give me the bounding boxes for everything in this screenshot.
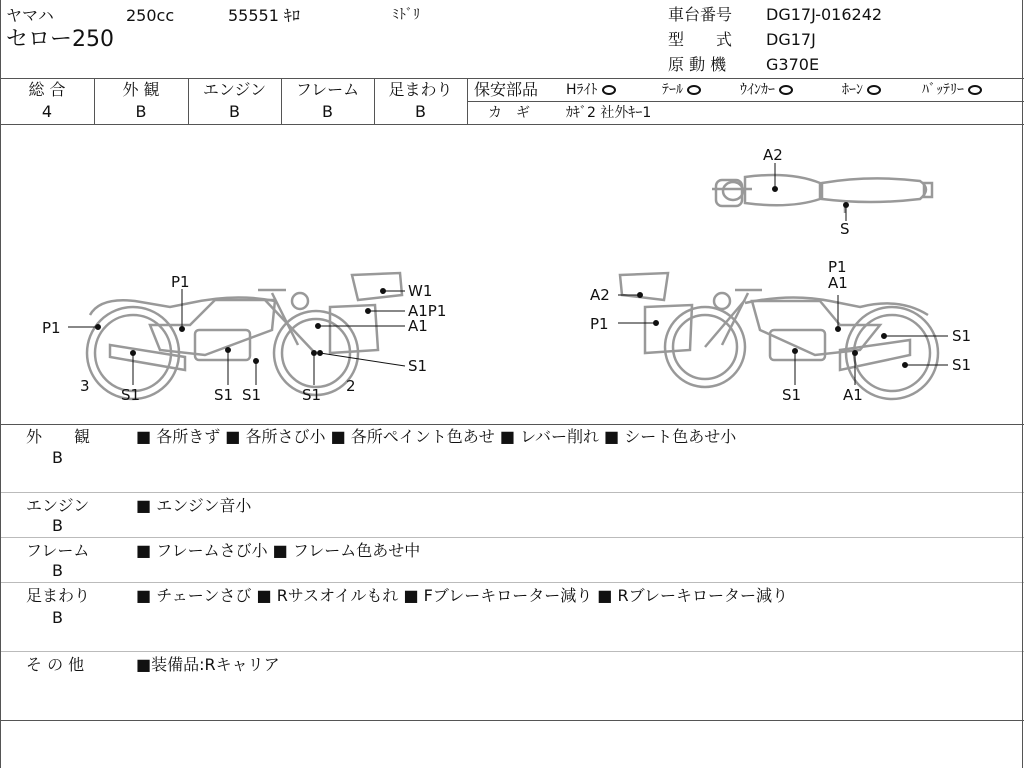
safety-item-tail: ﾃｰﾙ: [662, 81, 701, 99]
note-exterior-label: 外 観: [26, 427, 91, 446]
suspension-grade: B: [415, 102, 426, 121]
note-frame-label: フレーム: [26, 541, 90, 560]
safety-item-horn: ﾎｰﾝ: [842, 81, 881, 99]
label-left-s1-a: S1: [121, 386, 141, 404]
damage-diagram: [0, 125, 1022, 423]
label-left-w1: W1: [408, 282, 433, 300]
exterior-label: 外 観: [122, 80, 160, 99]
ok-mark-icon: [602, 85, 616, 95]
note-suspension-text: ■ チェーンさび ■ Rサスオイルもれ ■ Fブレーキローター減り ■ Rブレーキローター減り: [136, 586, 788, 605]
safety-item-battery: ﾊﾞｯﾃﾘｰ: [922, 81, 982, 99]
ok-mark-icon: [867, 85, 881, 95]
label-left-s1-b: S1: [214, 386, 234, 404]
overall-grade: 4: [41, 102, 53, 121]
label-left-s1-d: S1: [302, 386, 322, 404]
note-other-label: そ の 他: [26, 655, 85, 674]
color: ﾐﾄﾞﾘ: [392, 7, 420, 23]
note-exterior-text: ■ 各所きず ■ 各所さび小 ■ 各所ペイント色あせ ■ レバー削れ ■ シート色あせ小: [136, 427, 737, 446]
engine-grade: B: [229, 102, 240, 121]
key-value: ｶｷﾞ2 社外ｷｰ1: [566, 105, 652, 121]
note-frame-grade: B: [52, 561, 63, 580]
type-label: 型 式: [668, 30, 733, 49]
ok-mark-icon: [687, 85, 701, 95]
note-engine-grade: B: [52, 516, 63, 535]
damage-labels: [42, 146, 971, 404]
safety-item-winker: ｳｲﾝｶｰ: [740, 81, 793, 99]
label-right-s1-c: S1: [782, 386, 802, 404]
note-engine-label: エンジン: [26, 496, 90, 515]
note-exterior-grade: B: [52, 448, 63, 467]
safety-label: 保安部品: [474, 80, 539, 99]
label-top-a2: A2: [763, 146, 783, 164]
note-other-text: ■装備品:Rキャリア: [136, 655, 280, 674]
engine-label: 原 動 機: [668, 55, 727, 74]
note-frame-text: ■ フレームさび小 ■ フレーム色あせ中: [136, 541, 421, 560]
label-left-s1-c: S1: [242, 386, 262, 404]
engine-grade-label: エンジン: [202, 80, 267, 99]
displacement: 250cc: [126, 6, 175, 25]
label-left-a1p1: A1P1: [408, 302, 447, 320]
label-right-s1-b: S1: [952, 356, 972, 374]
note-suspension-grade: B: [52, 608, 63, 627]
frame-no-label: 車台番号: [668, 5, 733, 24]
label-left-2: 2: [346, 377, 356, 395]
model-name: セロー250: [6, 27, 114, 52]
key-label: カ ギ: [488, 105, 530, 121]
note-engine-text: ■ エンジン音小: [136, 496, 252, 515]
exterior-grade: B: [135, 102, 147, 121]
ok-mark-icon: [779, 85, 793, 95]
label-left-s1-front: S1: [408, 357, 428, 375]
label-left-a1: A1: [408, 317, 428, 335]
label-right-a1-bottom: A1: [843, 386, 863, 404]
frame-no: DG17J-016242: [766, 5, 883, 24]
frame-grade: B: [322, 102, 333, 121]
label-left-p1-rear: P1: [42, 319, 61, 337]
damage-markers: [68, 163, 948, 385]
mileage: 55551 ｷﾛ: [228, 6, 300, 25]
frame-grade-label: フレーム: [295, 80, 360, 99]
label-right-p1-box: P1: [590, 315, 609, 333]
label-right-a1: A1: [828, 274, 848, 292]
label-right-s1-a: S1: [952, 327, 972, 345]
label-left-p1-seat: P1: [171, 273, 190, 291]
safety-item-headlight: Hﾗｲﾄ: [566, 81, 616, 99]
note-suspension-label: 足まわり: [26, 586, 91, 605]
label-left-3: 3: [80, 377, 90, 395]
maker: ヤマハ: [6, 6, 54, 25]
suspension-grade-label: 足まわり: [388, 80, 453, 99]
overall-label: 総 合: [28, 80, 66, 99]
label-top-s: S: [840, 220, 850, 238]
motorcycle-top-view: [712, 175, 932, 213]
label-right-p1: P1: [828, 258, 847, 276]
type-value: DG17J: [766, 30, 816, 49]
ok-mark-icon: [968, 85, 982, 95]
label-right-a2: A2: [590, 286, 610, 304]
engine-value: G370E: [766, 55, 820, 74]
